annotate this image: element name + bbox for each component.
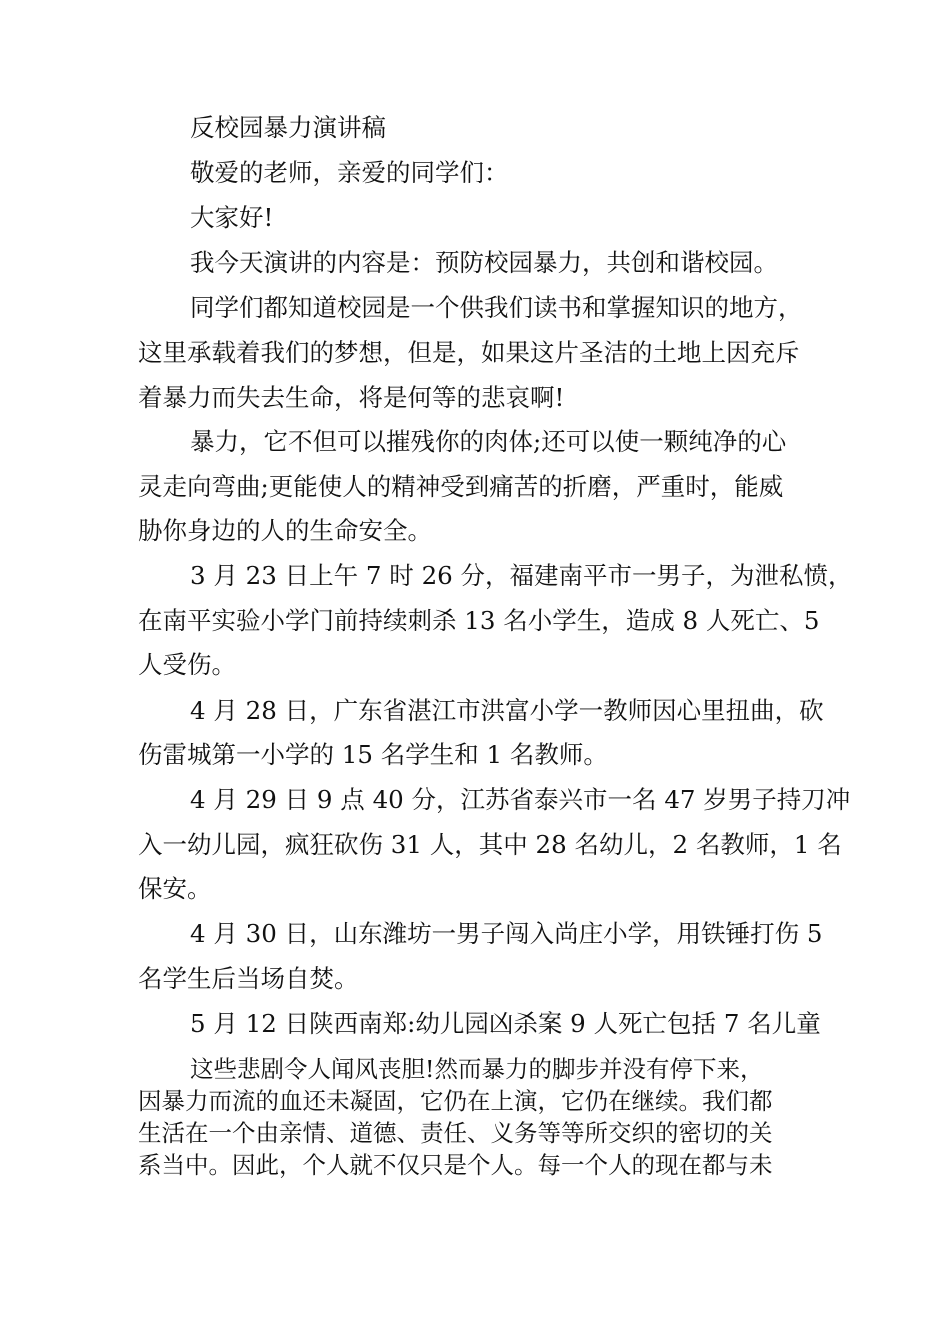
document-title: 反校园暴力演讲稿	[190, 113, 386, 142]
text-line: 5 月 12 日陕西南郑:幼儿园凶杀案 9 人死亡包括 7 名儿童	[190, 1009, 821, 1038]
text-line: 同学们都知道校园是一个供我们读书和掌握知识的地方，	[190, 293, 803, 322]
text-line: 我今天演讲的内容是：预防校园暴力，共创和谐校园。	[190, 248, 778, 277]
text-line: 4 月 28 日，广东省湛江市洪富小学一教师因心里扭曲，砍	[190, 696, 824, 725]
greeting: 大家好!	[190, 203, 274, 232]
text-line: 入一幼儿园，疯狂砍伤 31 人，其中 28 名幼儿，2 名教师，1 名	[138, 830, 842, 859]
text-line: 人受伤。	[138, 650, 236, 679]
text-line: 因暴力而流的血还未凝固，它仍在上演，它仍在继续。我们都	[138, 1087, 773, 1115]
text-line: 生活在一个由亲情、道德、责任、义务等等所交织的密切的关	[138, 1119, 773, 1147]
text-line: 3 月 23 日上午 7 时 26 分，福建南平市一男子，为泄私愤，	[190, 561, 853, 590]
text-line: 在南平实验小学门前持续刺杀 13 名小学生，造成 8 人死亡、5	[138, 606, 820, 635]
text-line: 4 月 29 日 9 点 40 分，江苏省泰兴市一名 47 岁男子持刀冲	[190, 785, 851, 814]
text-line: 名学生后当场自焚。	[138, 964, 359, 993]
text-line: 胁你身边的人的生命安全。	[138, 516, 432, 545]
salutation: 敬爱的老师，亲爱的同学们：	[190, 158, 509, 187]
text-line: 灵走向弯曲;更能使人的精神受到痛苦的折磨，严重时，能威	[138, 472, 784, 501]
text-line: 保安。	[138, 874, 212, 903]
text-line: 这里承载着我们的梦想，但是，如果这片圣洁的土地上因充斥	[138, 338, 800, 367]
text-line: 系当中。因此，个人就不仅只是个人。每一个人的现在都与未	[138, 1151, 773, 1179]
text-line: 暴力，它不但可以摧残你的肉体;还可以使一颗纯净的心	[190, 427, 787, 456]
text-line: 4 月 30 日，山东潍坊一男子闯入尚庄小学，用铁锤打伤 5	[190, 919, 823, 948]
text-line: 伤雷城第一小学的 15 名学生和 1 名教师。	[138, 740, 608, 769]
text-line: 这些悲剧令人闻风丧胆!然而暴力的脚步并没有停下来，	[190, 1055, 764, 1083]
text-line: 着暴力而失去生命，将是何等的悲哀啊!	[138, 383, 565, 412]
